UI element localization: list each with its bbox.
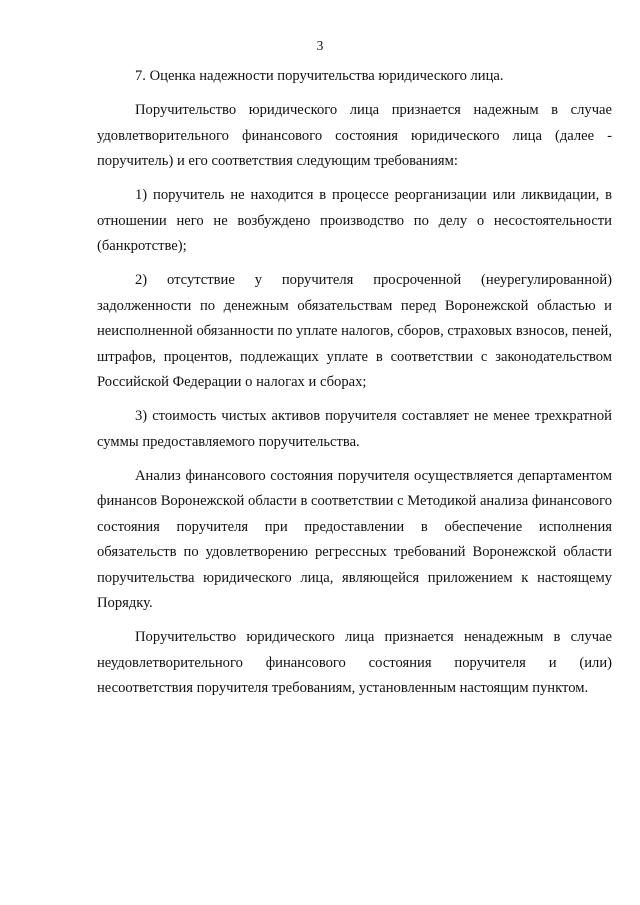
paragraph-requirement-1: 1) поручитель не находится в процессе реорганизации или ликвидации, в отношении него не возбуждено производство по делу о несостоятельности (банкротстве); (97, 187, 612, 254)
document-body (97, 64, 612, 702)
paragraph-requirement-3: 3) стоимость чистых активов поручителя составляет не менее трехкратной суммы предоставляемого поручительства. (97, 408, 612, 450)
paragraph-analysis: Анализ финансового состояния поручителя осуществляется департаментом финансов Воронежской области в соответствии с Методикой анализа финансового состояния поручителя при предоставлении в обеспечение исполнения обязательств по удовлетворению регрессных требований Воронежской области поручительства юридического лица, являющейся приложением к настоящему Порядку. (97, 467, 612, 611)
paragraph-intro: Поручительство юридического лица признается надежным в случае удовлетворительного финансового состояния юридического лица (далее - поручитель) и его соответствия следующим требованиям: (97, 102, 612, 169)
section-heading: 7. Оценка надежности поручительства юридического лица. (135, 68, 504, 84)
page-number: 3 (316, 38, 324, 53)
paragraph-requirement-2: 2) отсутствие у поручителя просроченной (неурегулированной) задолженности по денежным обязательствам перед Воронежской областью и неисполненной обязанности по уплате налогов, сборов, страховых взносов, пеней, штрафов, процентов, подлежащих уплате в соответствии с законодательством Российской Федерации о налогах и сборах; (97, 272, 612, 390)
paragraph-unreliable: Поручительство юридического лица признается ненадежным в случае неудовлетворительного финансового состояния поручителя и (или) несоответствия поручителя требованиям, установленным настоящим пунктом. (97, 629, 612, 696)
